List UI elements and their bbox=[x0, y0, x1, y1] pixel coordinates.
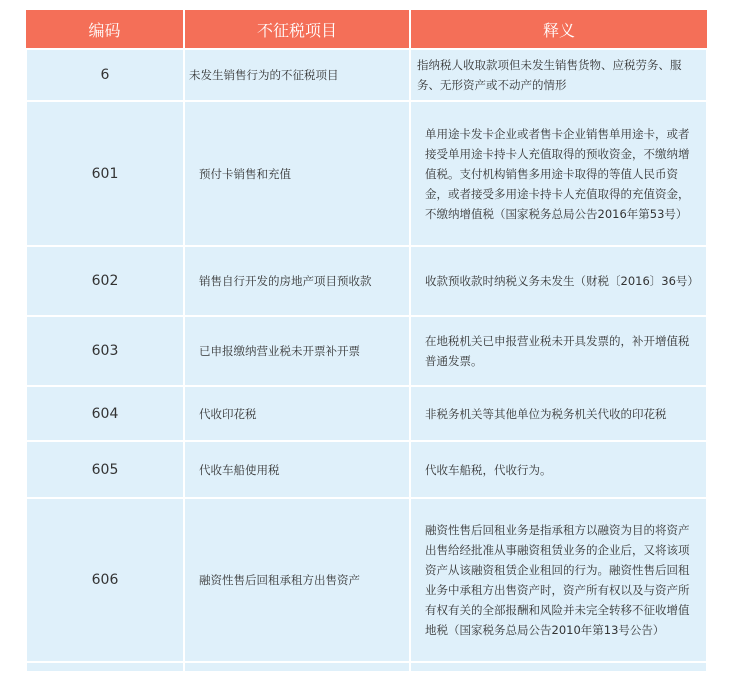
cell-desc: 单用途卡发卡企业或者售卡企业销售单用途卡，或者接受单用途卡持卡人充值取得的预收资金，不缴纳增值税。支付机构销售多用途卡取得的等值人民币资金，或者接受多用途卡持卡人充值取得的充值资金，不缴纳增值税（国家税务总局公告2016年第53号） bbox=[410, 101, 707, 246]
header-item: 不征税项目 bbox=[184, 10, 410, 49]
cell-desc: 在地税机关已申报营业税未开具发票的，补开增值税普通发票。 bbox=[410, 316, 707, 386]
cell-code: 605 bbox=[26, 441, 184, 498]
cell-desc: 融资性售后回租业务是指承租方以融资为目的将资产出售给经批准从事融资租赁业务的企业后，又将该项资产从该融资租赁企业租回的行为。融资性售后回租业务中承租方出售资产时，资产所有权以及与资产所有权有关的全部报酬和风险并未完全转移不征收增值地税（国家税务总局公告2010年第13号公告） bbox=[410, 498, 707, 662]
table-row bbox=[26, 246, 707, 316]
cell-code: 604 bbox=[26, 386, 184, 441]
cell-desc: 指纳税人收取款项但未发生销售货物、应税劳务、服务、无形资产或不动产的情形 bbox=[410, 49, 707, 101]
cell-item: 预付卡销售和充值 bbox=[184, 101, 410, 246]
table-row bbox=[26, 316, 707, 386]
non-taxable-items-table bbox=[25, 10, 708, 673]
cell-desc: 代收车船税，代收行为。 bbox=[410, 441, 707, 498]
table-row bbox=[26, 498, 707, 662]
table-row-partial bbox=[26, 662, 707, 672]
cell-item: 已申报缴纳营业税未开票补开票 bbox=[184, 316, 410, 386]
cell-empty bbox=[26, 662, 184, 672]
tax-table-container bbox=[25, 10, 706, 673]
cell-empty bbox=[410, 662, 707, 672]
cell-code: 6 bbox=[26, 49, 184, 101]
table-header-row bbox=[26, 10, 707, 49]
cell-desc: 非税务机关等其他单位为税务机关代收的印花税 bbox=[410, 386, 707, 441]
header-code: 编码 bbox=[26, 10, 184, 49]
table-row bbox=[26, 386, 707, 441]
header-desc: 释义 bbox=[410, 10, 707, 49]
cell-code: 603 bbox=[26, 316, 184, 386]
cell-item: 未发生销售行为的不征税项目 bbox=[184, 49, 410, 101]
cell-code: 606 bbox=[26, 498, 184, 662]
cell-item: 销售自行开发的房地产项目预收款 bbox=[184, 246, 410, 316]
cell-desc: 收款预收款时纳税义务未发生（财税〔2016〕36号） bbox=[410, 246, 707, 316]
table-row bbox=[26, 49, 707, 101]
table-row bbox=[26, 101, 707, 246]
cell-item: 融资性售后回租承租方出售资产 bbox=[184, 498, 410, 662]
cell-code: 601 bbox=[26, 101, 184, 246]
table-row bbox=[26, 441, 707, 498]
cell-item: 代收车船使用税 bbox=[184, 441, 410, 498]
cell-code: 602 bbox=[26, 246, 184, 316]
cell-item: 代收印花税 bbox=[184, 386, 410, 441]
cell-empty bbox=[184, 662, 410, 672]
